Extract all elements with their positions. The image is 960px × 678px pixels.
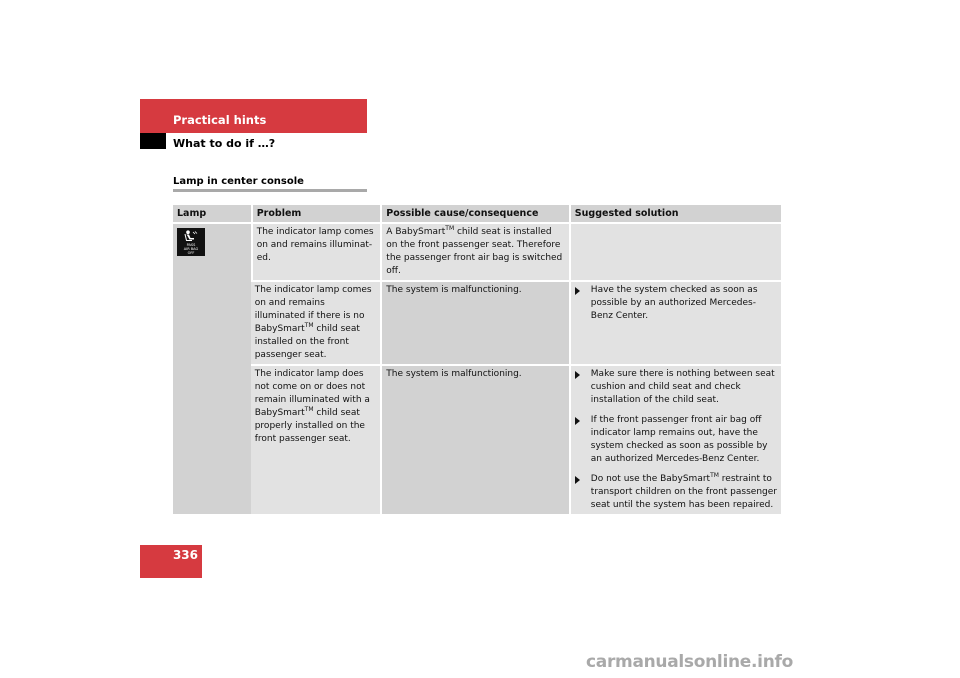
column-header-cause: Possible cause/consequence: [380, 205, 569, 224]
step-text: Make sure there is nothing between seat cushion and child seat and check installation of the child seat.: [590, 369, 775, 405]
problem-text-cont: child seat installed on the front passenger seat.: [254, 324, 360, 360]
problem-text: The indicator lamp does not come on or does not remain illuminated with a BabySmart: [254, 369, 370, 418]
problem-cell: The indicator lamp comes on and remains illuminat-ed.: [251, 224, 381, 282]
lamp-table: [173, 205, 781, 516]
table-row: [173, 366, 781, 516]
page-number: 336: [172, 548, 198, 562]
column-header-problem: Problem: [251, 205, 381, 224]
cause-cell: [380, 224, 569, 282]
trademark: TM: [304, 406, 314, 413]
solution-cell: [569, 282, 781, 366]
lamp-cell: [173, 224, 251, 516]
problem-text-cont: child seat properly installed on the front passenger seat.: [254, 408, 365, 444]
header-marker: [140, 133, 166, 149]
icon-label-2: AIR BAG: [183, 247, 199, 251]
section-rule: [173, 189, 367, 192]
column-header-lamp: Lamp: [173, 205, 251, 224]
icon-label-1: PASS: [186, 243, 196, 247]
solution-cell: [569, 366, 781, 516]
trademark: TM: [304, 322, 314, 329]
watermark: carmanualsonline.info: [586, 652, 793, 672]
chapter-title: Practical hints: [173, 113, 267, 127]
solution-step: [575, 473, 777, 512]
problem-text: The indicator lamp comes on and remains illuminated if there is no BabySmart: [254, 285, 372, 334]
icon-label-3: OFF: [187, 251, 195, 255]
problem-cell: [251, 282, 381, 366]
problem-cell: [251, 366, 381, 516]
cause-cell: The system is malfunctioning.: [380, 282, 569, 366]
solution-cell: [569, 224, 781, 282]
trademark: TM: [710, 472, 719, 479]
trademark: TM: [445, 225, 455, 232]
table-header-row: [173, 205, 781, 224]
cause-text: A BabySmart: [386, 227, 446, 237]
step-text: If the front passenger front air bag off indicator lamp remains out, have the system checked as soon as possible by an authorized Mercedes-Benz Center.: [590, 415, 768, 464]
arrow-bullet-icon: [575, 417, 580, 425]
step-text: Have the system checked as soon as possible by an authorized Mercedes-Benz Center.: [590, 285, 758, 321]
step-text-end: restraint to transport children on the front passenger seat until the system has been repaired.: [590, 474, 777, 510]
table-row: [173, 282, 781, 366]
step-text-start: Do not use the BabySmart: [590, 474, 711, 484]
step-text: [591, 473, 777, 512]
table-row: [173, 224, 781, 282]
solution-step: [575, 414, 777, 466]
section-heading: Lamp in center console: [173, 176, 304, 187]
seated-child-icon: [183, 230, 199, 243]
section-subtitle: What to do if …?: [173, 137, 276, 150]
cause-cell: The system is malfunctioning.: [380, 366, 569, 516]
solution-step: [575, 284, 777, 323]
arrow-bullet-icon: [575, 287, 580, 295]
arrow-bullet-icon: [575, 476, 580, 484]
column-header-solution: Suggested solution: [569, 205, 781, 224]
arrow-bullet-icon: [575, 371, 580, 379]
solution-step: [575, 368, 777, 407]
passenger-airbag-off-icon: [177, 228, 205, 256]
cause-text-cont: child seat is installed on the front passenger seat. Therefore the passenger front air bag is switched off.: [386, 227, 563, 276]
